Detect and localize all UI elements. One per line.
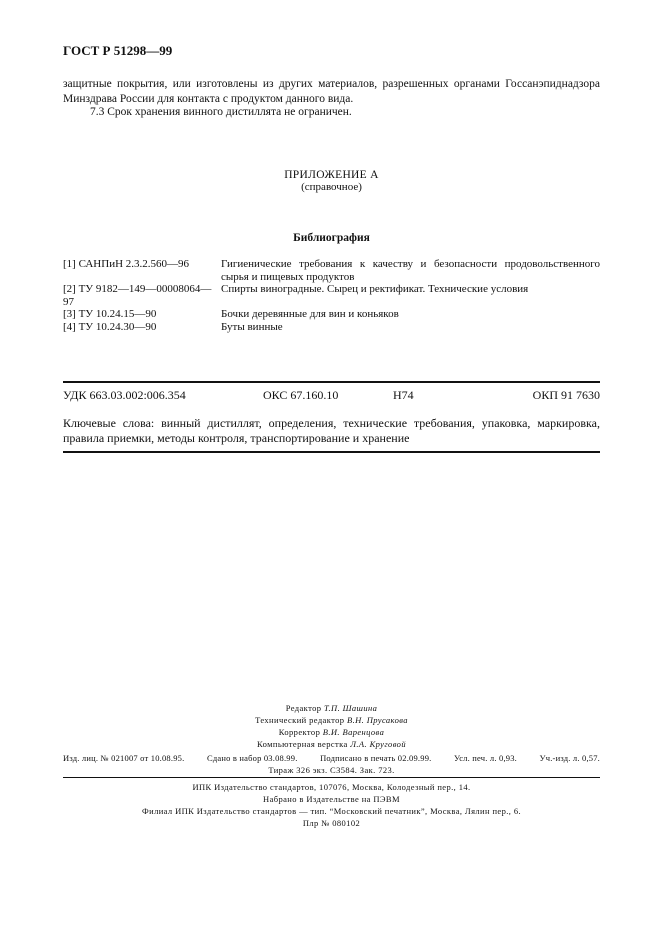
keywords: Ключевые слова: винный дистиллят, определения, технические требования, упаковка, маркировка, правила приемки, методы контроля, транспортирование и хранение [63, 416, 600, 445]
imprint-divider [63, 777, 600, 778]
signed-date: Подписано в печать 02.09.99. [320, 753, 432, 763]
appendix-title: ПРИЛОЖЕНИЕ А [284, 169, 379, 181]
bibliography-ref: [2] ТУ 9182—149—00008064—97 [63, 283, 212, 308]
print-sheets: Усл. печ. л. 0,93. [454, 753, 517, 763]
order-code: С3584. [330, 764, 358, 775]
publication-data [63, 753, 600, 776]
printer-line: ИПК Издательство стандартов, 107076, Москва, Колодезный пер., 14. [192, 782, 471, 792]
license: Изд. лиц. № 021007 от 10.08.95. [63, 753, 185, 763]
staff-name: Т.П. Шашина [323, 703, 378, 713]
staff-line [63, 726, 600, 738]
bibliography-ref: [3] ТУ 10.24.15—90 [63, 308, 157, 320]
oks-code: ОКС 67.160.10 [263, 388, 339, 402]
printer-line: Плр № 080102 [302, 818, 361, 828]
printer-line: Филиал ИПК Издательство стандартов — тип. “Московский печатник”, Москва, Лялин пер., 6. [142, 806, 521, 816]
staff-role: Компьютерная верстка [257, 739, 348, 749]
bibliography-list [63, 258, 600, 333]
imprint-staff [63, 702, 600, 750]
staff-name: В.Н. Прусакова [346, 715, 408, 725]
staff-name: В.И. Варенцова [322, 727, 385, 737]
bibliography-text: Бочки деревянные для вин и коньяков [221, 308, 399, 320]
order-number: Зак. 723. [359, 764, 395, 775]
bibliography-title: Библиография [293, 232, 370, 244]
document-header: ГОСТ Р 51298—99 [63, 43, 173, 58]
group-code: Н74 [393, 388, 414, 402]
bibliography-item [63, 321, 600, 334]
bibliography-text: Спирты виноградные. Сырец и ректификат. Технические условия [221, 283, 529, 295]
staff-line [63, 702, 600, 714]
bibliography-text: Гигиенические требования к качеству и безопасности продовольственного сырья и пищевых продуктов [221, 258, 600, 283]
staff-line [63, 738, 600, 750]
bibliography-item [63, 283, 600, 308]
appendix-subtitle: (справочное) [301, 181, 362, 193]
staff-role: Корректор [278, 727, 321, 737]
okp-code: ОКП 91 7630 [532, 388, 600, 402]
udk-code: УДК 663.03.002:006.354 [63, 388, 186, 402]
divider-bottom [63, 451, 600, 453]
staff-line [63, 714, 600, 726]
printer-info [63, 781, 600, 829]
staff-role: Редактор [285, 703, 322, 713]
bibliography-item [63, 308, 600, 321]
body-paragraph: защитные покрытия, или изготовлены из других материалов, разрешенных органами Госсанэпиднадзора Минздрава России для контакта с продуктом данного вида. [63, 78, 600, 105]
circulation: Тираж 326 экз. [268, 764, 328, 775]
printer-line: Набрано в Издательстве на ПЭВМ [263, 794, 400, 804]
pub-sheets: Уч.-изд. л. 0,57. [539, 753, 600, 763]
bibliography-ref: [1] САНПиН 2.3.2.560—96 [63, 258, 190, 270]
divider-top [63, 381, 600, 383]
bibliography-text: Буты винные [221, 320, 283, 333]
bibliography-item [63, 258, 600, 283]
staff-role: Технический редактор [255, 715, 345, 725]
storage-clause: 7.3 Срок хранения винного дистиллята не ограничен. [90, 106, 352, 118]
staff-name: Л.А. Круговой [350, 739, 406, 749]
typeset-date: Сдано в набор 03.08.99. [206, 753, 298, 763]
bibliography-ref: [4] ТУ 10.24.30—90 [63, 320, 157, 333]
